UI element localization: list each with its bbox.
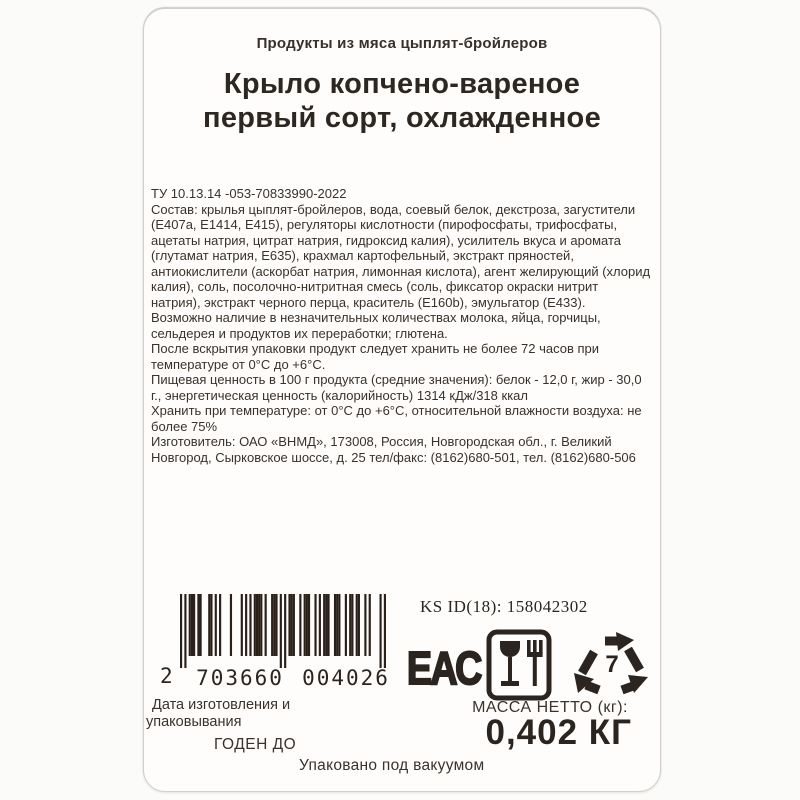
barcode-right-digits: 004026 bbox=[302, 666, 390, 690]
product-category: Продукты из мяса цыплят-бройлеров bbox=[256, 35, 548, 52]
label-body-text bbox=[151, 186, 651, 465]
recycling-7-icon bbox=[572, 627, 652, 708]
after-opening-text: После вскрытия упаковки продукт следует хранить не более 72 часов при температуре от 0°С до +6°С. bbox=[151, 341, 600, 372]
eac-mark-icon: ЕАС bbox=[406, 642, 481, 694]
production-date-line2: упаковывания bbox=[146, 713, 242, 730]
composition-text: Состав: крылья цыплят-бройлеров, вода, соевый белок, декстроза, загустители (Е407а, Е1414, Е415), регуляторы кислотности (пирофосфаты, трифосфаты, ацетаты натрия, цитрат натрия, гидроксид калия), усилитель вкуса и аромата (глутамат натрия, Е635), крахмал картофельный, экстракт пряностей, антиокислители (аскорбат натрия, лимонная кислота), агент желирующий (хлорид калия), соль, посолочно-нитритная смесь (соль, фиксатор окраски нитрит натрия), экстракт черного перца, краситель (Е160b), эмульгатор (Е433). bbox=[151, 201, 651, 310]
tu-standard: ТУ 10.13.14 -053-70833990-2022 bbox=[151, 186, 347, 201]
net-weight-value: 0,402 КГ bbox=[485, 713, 632, 752]
nutrition-text: Пищевая ценность в 100 г продукта (средние значения): белок - 12,0 г, жир - 30,0 г., энергетическая ценность (калорийность) 1314 кДж/318 ккал bbox=[151, 372, 642, 403]
ean13-barcode bbox=[160, 594, 406, 690]
barcode-bars bbox=[180, 594, 386, 668]
production-date-line1: Дата изготовления и bbox=[152, 697, 291, 713]
barcode-left-digits: 703660 bbox=[196, 666, 284, 690]
product-title-line1: Крыло копчено-вареное bbox=[223, 68, 581, 100]
recycling-code: 7 bbox=[605, 651, 619, 678]
glass-fork-icon bbox=[486, 629, 552, 706]
product-title-line2: первый сорт, охлажденное bbox=[203, 102, 601, 134]
storage-text: Хранить при температуре: от 0°С до +6°С, относительной влажности воздуха: не более 75% bbox=[151, 403, 642, 434]
production-date-caption bbox=[146, 697, 366, 730]
net-weight-label: МАССА НЕТТО (кг): bbox=[472, 699, 628, 716]
manufacturer-text: Изготовитель: ОАО «ВНМД», 173008, Россия, Новгородская обл., г. Великий Новгород, Сырковское шоссе, д. 25 тел/факс: (8162)680-501, тел. (8162)680-506 bbox=[151, 434, 636, 465]
barcode-first-digit: 2 bbox=[160, 664, 173, 688]
product-label bbox=[143, 8, 661, 792]
product-title bbox=[144, 67, 660, 135]
allergens-text: Возможно наличие в незначительных количествах молока, яйца, горчицы, сельдерея и продуктов их переработки; глютена. bbox=[151, 310, 601, 341]
ks-id-text: KS ID(18): 158042302 bbox=[420, 597, 588, 616]
vacuum-packed-caption: Упаковано под вакуумом bbox=[299, 757, 485, 774]
best-before-caption: ГОДЕН ДО bbox=[214, 736, 297, 753]
